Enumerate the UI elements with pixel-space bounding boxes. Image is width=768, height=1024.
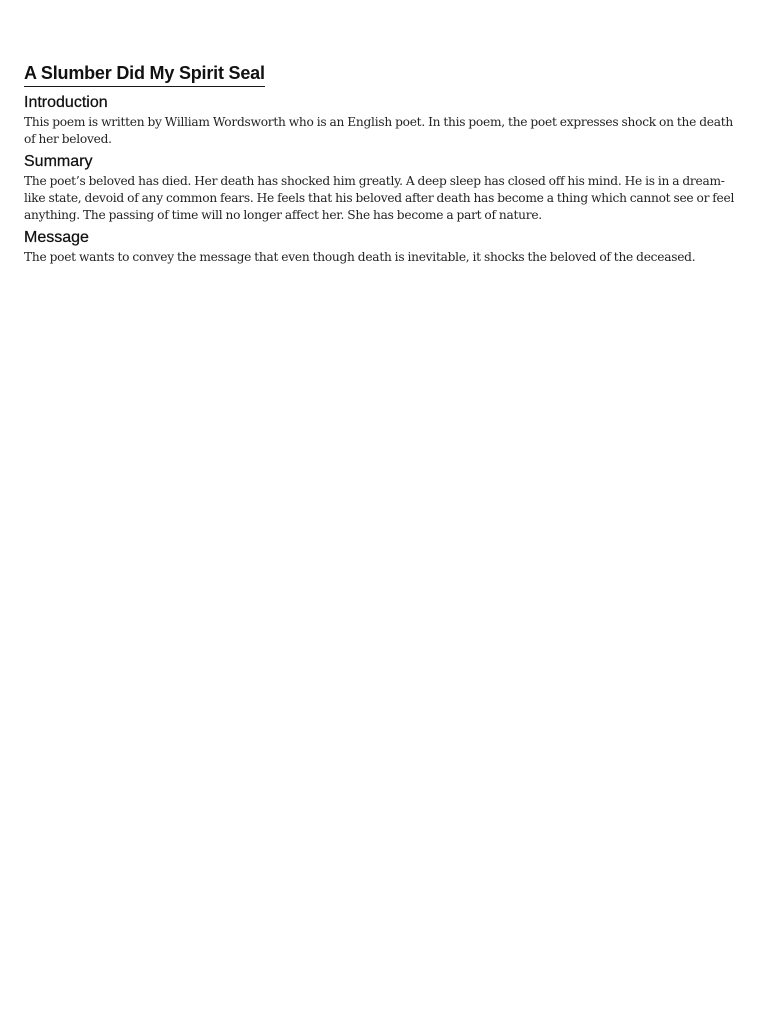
summary-heading: Summary <box>24 153 93 170</box>
introduction-section <box>24 93 740 148</box>
summary-section <box>24 152 740 224</box>
message-section <box>24 228 740 266</box>
introduction-heading: Introduction <box>24 94 108 111</box>
message-text: The poet wants to convey the message that even though death is inevitable, it shocks the beloved of the deceased. <box>24 250 696 264</box>
document-page <box>24 62 740 266</box>
introduction-text: This poem is written by William Wordsworth who is an English poet. In this poem, the poet expresses shock on the death of her beloved. <box>24 115 733 146</box>
message-heading: Message <box>24 229 89 246</box>
document-title: A Slumber Did My Spirit Seal <box>24 62 265 87</box>
summary-text: The poet’s beloved has died. Her death has shocked him greatly. A deep sleep has closed off his mind. He is in a dream-like state, devoid of any common fears. He feels that his beloved after death has become a thing which cannot see or feel anything. The passing of time will no longer affect her. She has become a part of nature. <box>24 174 735 222</box>
